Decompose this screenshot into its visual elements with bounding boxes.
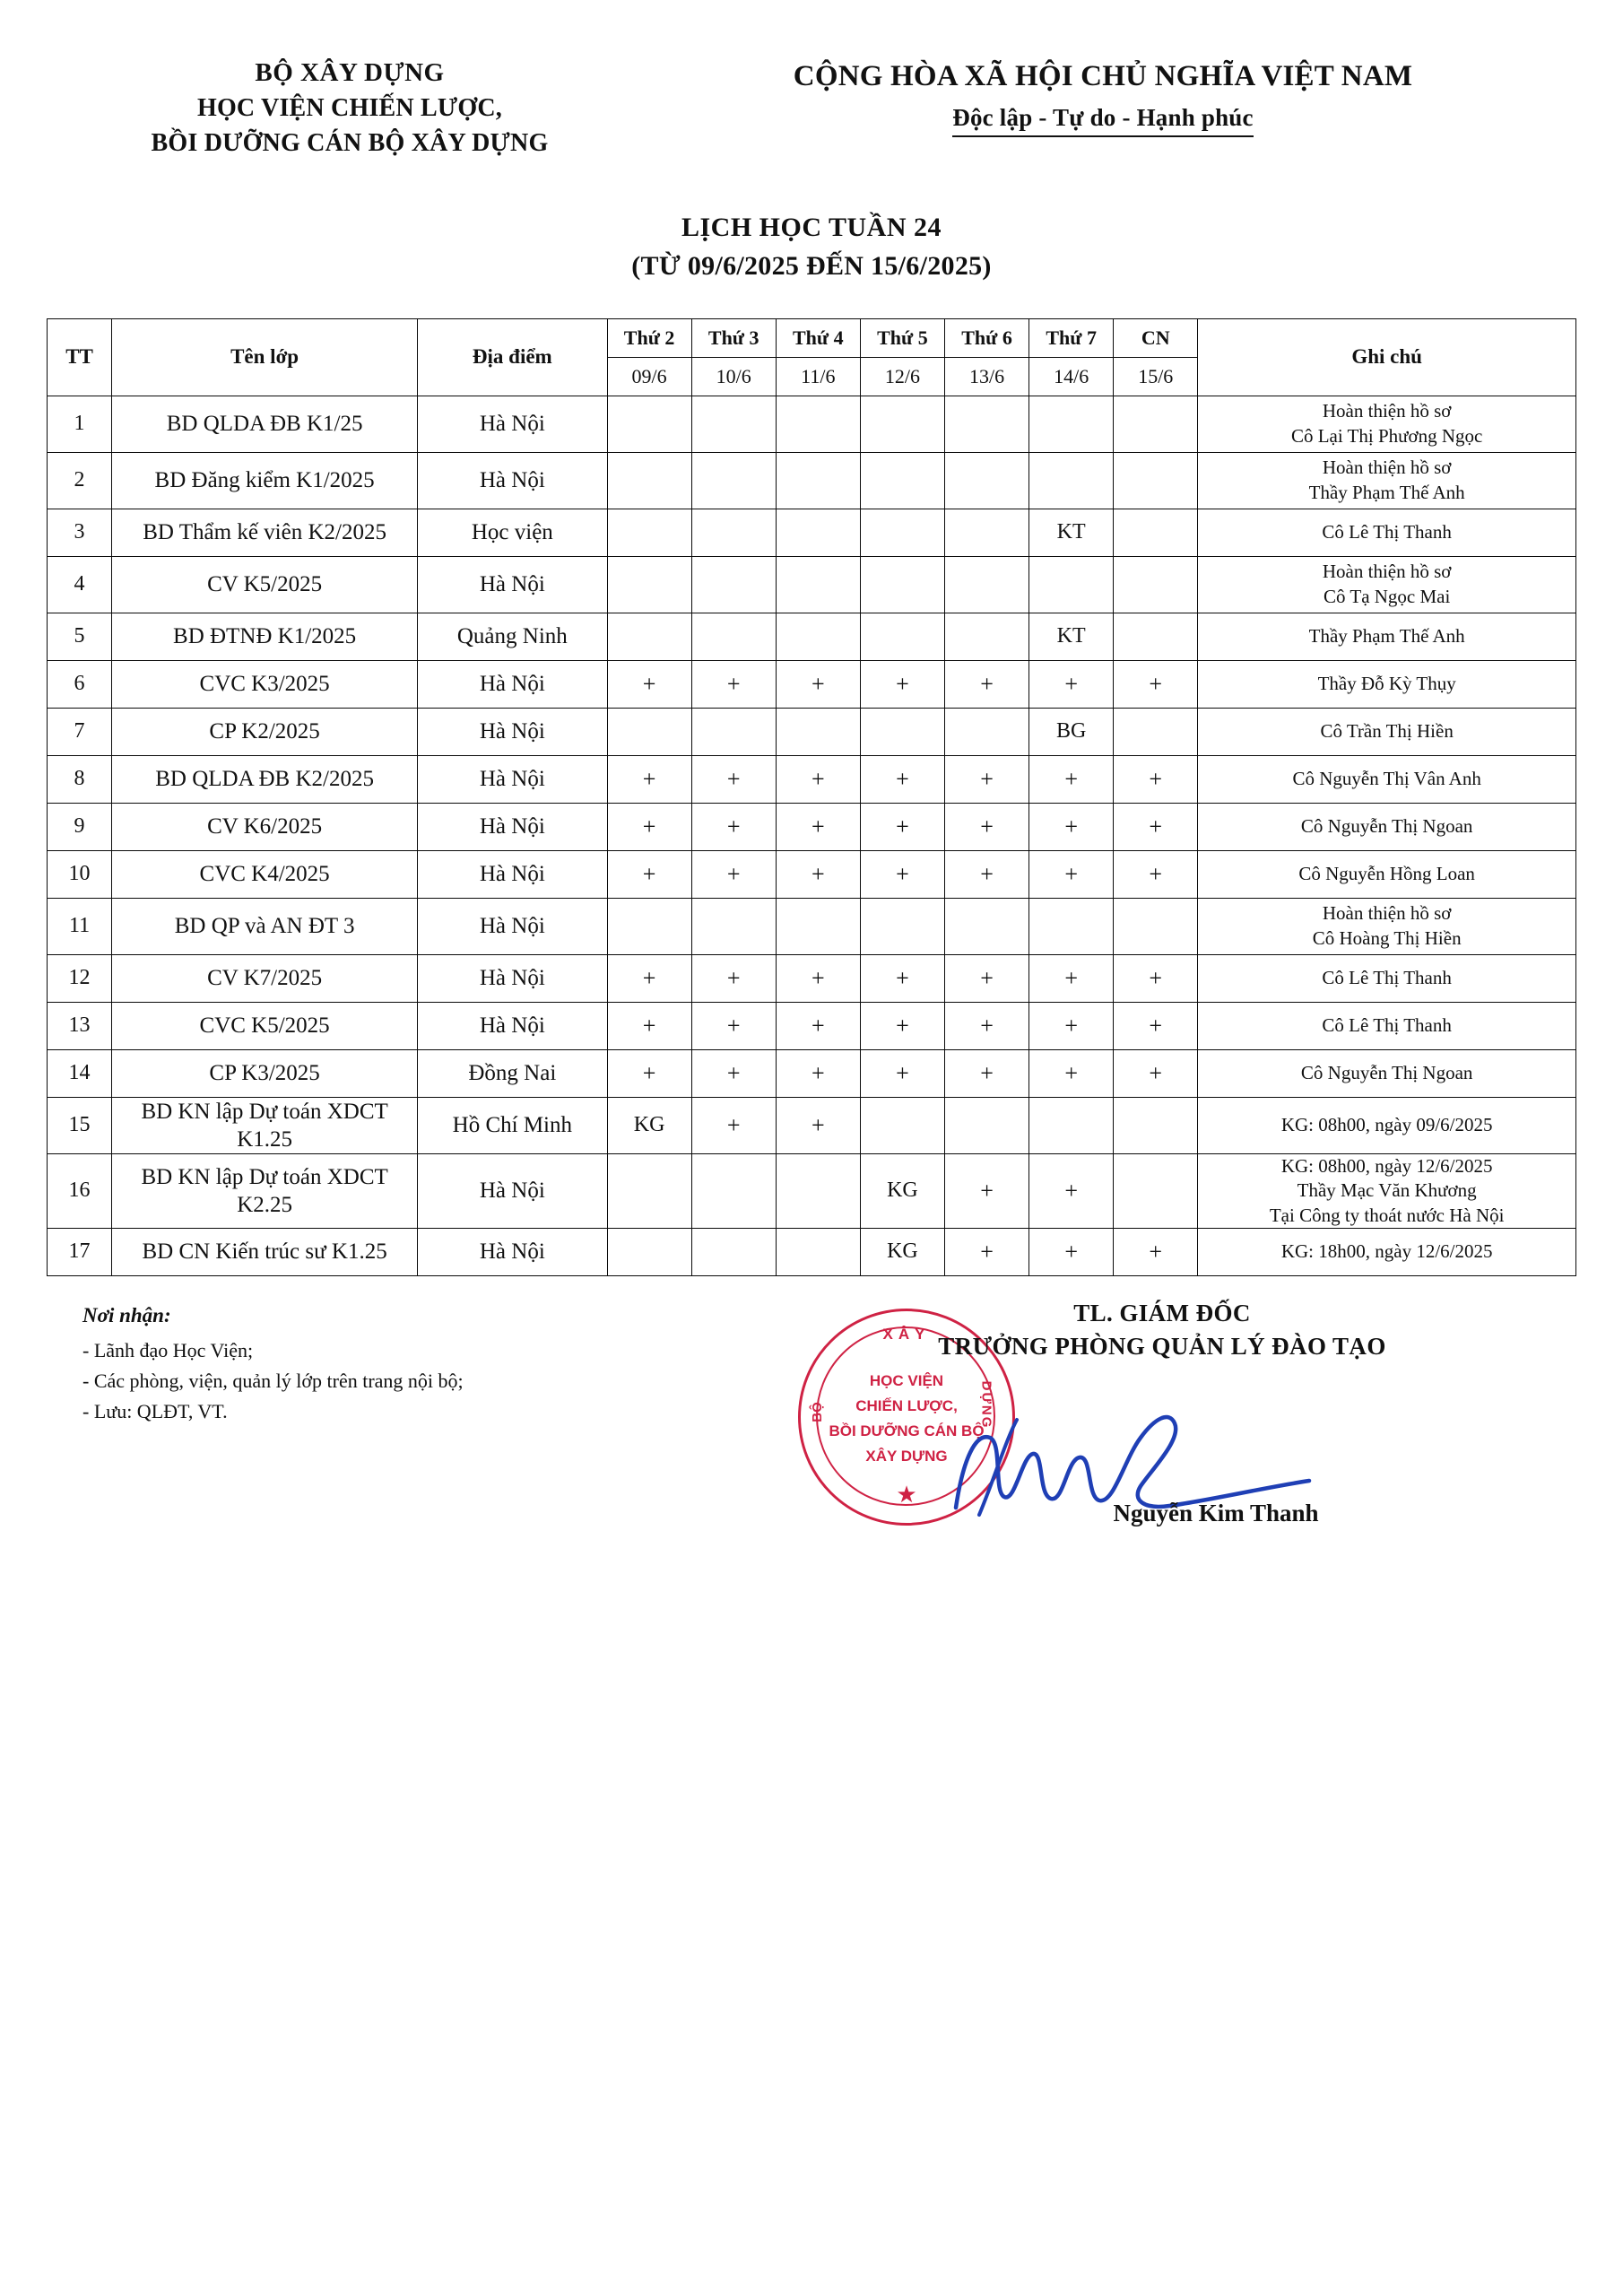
cell-day-mark: + — [607, 954, 691, 1002]
table-row[interactable] — [48, 1228, 1576, 1275]
cell-day-mark — [1114, 509, 1198, 556]
col-header-note: Ghi chú — [1198, 318, 1576, 396]
cell-note — [1198, 708, 1576, 755]
cell-day-mark — [860, 396, 944, 452]
cell-day-mark: + — [691, 1002, 776, 1049]
cell-note — [1198, 509, 1576, 556]
cell-day-mark — [1114, 396, 1198, 452]
col-header-day-3: Thứ 5 — [860, 318, 944, 357]
cell-tt: 11 — [48, 898, 112, 954]
cell-location: Hà Nội — [418, 898, 607, 954]
cell-day-mark — [1114, 452, 1198, 509]
cell-note — [1198, 1049, 1576, 1097]
table-row[interactable] — [48, 1002, 1576, 1049]
cell-note — [1198, 1228, 1576, 1275]
note-line: Hoàn thiện hồ sơ — [1322, 561, 1452, 583]
cell-day-mark — [691, 556, 776, 613]
table-row[interactable] — [48, 660, 1576, 708]
col-header-day-5: Thứ 7 — [1029, 318, 1114, 357]
col-header-day-2: Thứ 4 — [776, 318, 860, 357]
cell-location: Hà Nội — [418, 556, 607, 613]
cell-day-mark — [944, 556, 1028, 613]
cell-day-mark — [607, 1154, 691, 1229]
cell-day-mark — [860, 556, 944, 613]
cell-day-mark: + — [607, 850, 691, 898]
cell-day-mark: BG — [1029, 708, 1114, 755]
cell-day-mark: + — [1029, 1154, 1114, 1229]
cell-location: Đồng Nai — [418, 1049, 607, 1097]
cell-day-mark — [691, 708, 776, 755]
cell-day-mark: + — [944, 1228, 1028, 1275]
cell-day-mark — [607, 708, 691, 755]
cell-location: Hồ Chí Minh — [418, 1097, 607, 1154]
cell-day-mark — [1029, 556, 1114, 613]
table-row[interactable] — [48, 1049, 1576, 1097]
cell-day-mark: + — [1114, 1002, 1198, 1049]
schedule-table — [47, 318, 1576, 1276]
cell-location: Hà Nội — [418, 850, 607, 898]
table-head — [48, 318, 1576, 396]
cell-day-mark: + — [944, 850, 1028, 898]
cell-day-mark: + — [944, 954, 1028, 1002]
col-header-day-4: Thứ 6 — [944, 318, 1028, 357]
cell-day-mark — [607, 898, 691, 954]
cell-location: Hà Nội — [418, 803, 607, 850]
cell-day-mark: + — [1029, 755, 1114, 803]
cell-day-mark — [691, 396, 776, 452]
cell-day-mark — [860, 613, 944, 660]
cell-day-mark — [860, 509, 944, 556]
cell-day-mark — [776, 613, 860, 660]
table-row[interactable] — [48, 452, 1576, 509]
cell-day-mark: + — [607, 755, 691, 803]
cell-day-mark — [776, 708, 860, 755]
cell-day-mark — [691, 509, 776, 556]
cell-day-mark — [691, 898, 776, 954]
note-line: Hoàn thiện hồ sơ — [1322, 400, 1452, 422]
cell-day-mark: + — [776, 954, 860, 1002]
cell-class-name: BD QLDA ĐB K1/25 — [112, 396, 418, 452]
cell-day-mark: + — [944, 1002, 1028, 1049]
cell-day-mark — [944, 708, 1028, 755]
cell-day-mark: + — [776, 1097, 860, 1154]
cell-class-name: BD Đăng kiểm K1/2025 — [112, 452, 418, 509]
cell-tt: 13 — [48, 1002, 112, 1049]
signature-block — [764, 1300, 1623, 1527]
cell-day-mark: KT — [1029, 613, 1114, 660]
cell-day-mark: + — [944, 1049, 1028, 1097]
cell-note — [1198, 850, 1576, 898]
cell-day-mark — [944, 898, 1028, 954]
cell-note — [1198, 898, 1576, 954]
cell-day-mark — [944, 1097, 1028, 1154]
cell-tt: 15 — [48, 1097, 112, 1154]
note-line: Cô Nguyễn Hồng Loan — [1298, 862, 1475, 884]
cell-day-mark: + — [691, 850, 776, 898]
cell-tt: 16 — [48, 1154, 112, 1229]
note-line: Cô Lê Thị Thanh — [1322, 966, 1452, 988]
cell-location: Hà Nội — [418, 708, 607, 755]
cell-day-mark: + — [776, 850, 860, 898]
cell-tt: 2 — [48, 452, 112, 509]
cell-day-mark: + — [607, 1049, 691, 1097]
table-row[interactable] — [48, 556, 1576, 613]
cell-class-name: BD Thẩm kế viên K2/2025 — [112, 509, 418, 556]
cell-day-mark: + — [944, 1154, 1028, 1229]
col-header-date-1: 10/6 — [691, 357, 776, 396]
title-block — [0, 208, 1623, 286]
col-header-date-0: 09/6 — [607, 357, 691, 396]
cell-day-mark: + — [691, 954, 776, 1002]
col-header-date-2: 11/6 — [776, 357, 860, 396]
signer-role-line2: TRƯỞNG PHÒNG QUẢN LÝ ĐÀO TẠO — [938, 1332, 1386, 1360]
cell-day-mark — [776, 556, 860, 613]
seal-right-text: DỰNG — [978, 1380, 994, 1430]
ministry-name: BỘ XÂY DỰNG — [255, 58, 445, 87]
cell-day-mark — [776, 509, 860, 556]
seal-arc-top-text: XÂY — [882, 1325, 931, 1343]
cell-day-mark: + — [1029, 1228, 1114, 1275]
cell-class-name: CVC K3/2025 — [112, 660, 418, 708]
table-row[interactable] — [48, 898, 1576, 954]
recipients-title: Nơi nhận: — [82, 1303, 171, 1326]
cell-day-mark: + — [944, 803, 1028, 850]
cell-day-mark: + — [860, 1049, 944, 1097]
cell-tt: 17 — [48, 1228, 112, 1275]
cell-day-mark — [1114, 613, 1198, 660]
recipient-item-2: - Lưu: QLĐT, VT. — [82, 1399, 228, 1422]
col-header-class-name: Tên lớp — [112, 318, 418, 396]
cell-day-mark — [1114, 708, 1198, 755]
cell-day-mark: + — [1029, 660, 1114, 708]
table-row[interactable] — [48, 1154, 1576, 1229]
cell-day-mark — [607, 396, 691, 452]
seal-center-line-1: HỌC VIỆN — [869, 1371, 944, 1389]
note-line: Cô Nguyễn Thị Ngoan — [1300, 1061, 1473, 1083]
note-line: KG: 08h00, ngày 09/6/2025 — [1280, 1114, 1493, 1136]
cell-day-mark — [1029, 396, 1114, 452]
note-line: Thầy Mạc Văn Khương — [1297, 1179, 1477, 1202]
table-row[interactable] — [48, 755, 1576, 803]
cell-day-mark — [860, 452, 944, 509]
cell-day-mark — [776, 452, 860, 509]
cell-day-mark — [776, 396, 860, 452]
cell-day-mark: + — [776, 803, 860, 850]
cell-note — [1198, 954, 1576, 1002]
cell-day-mark — [860, 708, 944, 755]
cell-day-mark — [691, 1154, 776, 1229]
academy-name-line1: HỌC VIỆN CHIẾN LƯỢC, — [196, 94, 503, 123]
cell-day-mark — [860, 1097, 944, 1154]
cell-location: Hà Nội — [418, 396, 607, 452]
note-line: Thầy Phạm Thế Anh — [1308, 481, 1465, 503]
cell-day-mark — [607, 509, 691, 556]
col-header-date-6: 15/6 — [1114, 357, 1198, 396]
col-header-tt: TT — [48, 318, 112, 396]
page-subtitle: (TỪ 09/6/2025 ĐẾN 15/6/2025) — [631, 251, 992, 282]
col-header-location: Địa điểm — [418, 318, 607, 396]
recipient-item-1: - Các phòng, viện, quản lý lớp trên trang nội bộ; — [82, 1369, 464, 1392]
cell-day-mark — [607, 613, 691, 660]
cell-day-mark: + — [776, 660, 860, 708]
cell-note — [1198, 803, 1576, 850]
cell-tt: 3 — [48, 509, 112, 556]
cell-day-mark: + — [776, 755, 860, 803]
col-header-day-0: Thứ 2 — [607, 318, 691, 357]
seal-left-text: BỘ — [809, 1402, 825, 1422]
cell-note — [1198, 396, 1576, 452]
cell-day-mark — [691, 1228, 776, 1275]
col-header-date-4: 13/6 — [944, 357, 1028, 396]
cell-day-mark: + — [1114, 1049, 1198, 1097]
table-row[interactable] — [48, 613, 1576, 660]
cell-day-mark: + — [776, 1049, 860, 1097]
signer-role-line1: TL. GIÁM ĐỐC — [1073, 1299, 1251, 1326]
cell-class-name: BD ĐTNĐ K1/2025 — [112, 613, 418, 660]
note-line: Thầy Phạm Thế Anh — [1308, 624, 1465, 647]
cell-class-name: BD KN lập Dự toán XDCT K2.25 — [112, 1154, 418, 1229]
col-header-day-6: CN — [1114, 318, 1198, 357]
page-title: LỊCH HỌC TUẦN 24 — [681, 212, 942, 242]
cell-day-mark: + — [607, 1002, 691, 1049]
cell-day-mark: + — [1029, 1002, 1114, 1049]
cell-day-mark: + — [860, 1002, 944, 1049]
cell-day-mark: KG — [860, 1154, 944, 1229]
cell-day-mark — [691, 452, 776, 509]
cell-day-mark — [1114, 1097, 1198, 1154]
seal-star-icon: ★ — [896, 1481, 917, 1508]
issuing-organization — [0, 56, 664, 161]
cell-day-mark — [944, 613, 1028, 660]
recipients-block — [0, 1300, 764, 1427]
cell-class-name: CVC K4/2025 — [112, 850, 418, 898]
cell-day-mark: KG — [607, 1097, 691, 1154]
document-header — [0, 0, 1623, 161]
cell-location: Học viện — [418, 509, 607, 556]
cell-day-mark — [776, 1154, 860, 1229]
note-line: Cô Tạ Ngọc Mai — [1323, 585, 1451, 607]
cell-class-name: BD QLDA ĐB K2/2025 — [112, 755, 418, 803]
cell-note — [1198, 1002, 1576, 1049]
table-row[interactable] — [48, 1097, 1576, 1154]
cell-tt: 10 — [48, 850, 112, 898]
cell-day-mark: + — [607, 660, 691, 708]
cell-day-mark: + — [776, 1002, 860, 1049]
cell-day-mark: + — [860, 954, 944, 1002]
cell-class-name: BD KN lập Dự toán XDCT K1.25 — [112, 1097, 418, 1154]
cell-location: Hà Nội — [418, 660, 607, 708]
cell-day-mark — [607, 452, 691, 509]
note-line: Tại Công ty thoát nước Hà Nội — [1269, 1204, 1505, 1226]
cell-class-name: CV K7/2025 — [112, 954, 418, 1002]
cell-day-mark: + — [1029, 803, 1114, 850]
cell-day-mark: + — [944, 755, 1028, 803]
cell-class-name: CV K5/2025 — [112, 556, 418, 613]
cell-day-mark — [944, 509, 1028, 556]
col-header-date-3: 12/6 — [860, 357, 944, 396]
seal-center-line-2: CHIẾN LƯỢC, — [855, 1396, 958, 1414]
cell-day-mark — [1029, 1097, 1114, 1154]
cell-day-mark — [691, 613, 776, 660]
note-line: Cô Lại Thị Phương Ngọc — [1290, 424, 1483, 447]
cell-tt: 9 — [48, 803, 112, 850]
cell-day-mark — [776, 898, 860, 954]
table-row[interactable] — [48, 396, 1576, 452]
cell-note — [1198, 1097, 1576, 1154]
cell-note — [1198, 613, 1576, 660]
cell-location: Hà Nội — [418, 1228, 607, 1275]
note-line: Cô Trần Thị Hiền — [1320, 719, 1454, 742]
document-footer — [0, 1300, 1623, 1527]
cell-day-mark: + — [944, 660, 1028, 708]
note-line: Cô Hoàng Thị Hiền — [1312, 926, 1462, 949]
col-header-date-5: 14/6 — [1029, 357, 1114, 396]
cell-class-name: BD CN Kiến trúc sư K1.25 — [112, 1228, 418, 1275]
cell-tt: 14 — [48, 1049, 112, 1097]
table-header-row-1 — [48, 318, 1576, 357]
cell-day-mark: + — [691, 660, 776, 708]
signer-name: Nguyễn Kim Thanh — [1113, 1499, 1319, 1526]
cell-note — [1198, 755, 1576, 803]
cell-note — [1198, 452, 1576, 509]
cell-tt: 4 — [48, 556, 112, 613]
cell-day-mark: + — [1114, 954, 1198, 1002]
cell-class-name: CVC K5/2025 — [112, 1002, 418, 1049]
cell-day-mark: + — [1114, 660, 1198, 708]
cell-day-mark: + — [1029, 1049, 1114, 1097]
cell-location: Hà Nội — [418, 755, 607, 803]
cell-day-mark: + — [860, 850, 944, 898]
recipient-item-0: - Lãnh đạo Học Viện; — [82, 1338, 254, 1361]
note-line: Hoàn thiện hồ sơ — [1322, 457, 1452, 479]
cell-day-mark: + — [1114, 850, 1198, 898]
cell-note — [1198, 556, 1576, 613]
note-line: KG: 18h00, ngày 12/6/2025 — [1280, 1240, 1493, 1263]
cell-day-mark — [1114, 898, 1198, 954]
academy-name-line2: BỒI DƯỠNG CÁN BỘ XÂY DỰNG — [151, 129, 549, 158]
cell-day-mark: KT — [1029, 509, 1114, 556]
cell-location: Hà Nội — [418, 1002, 607, 1049]
cell-location: Hà Nội — [418, 452, 607, 509]
cell-day-mark: + — [691, 1049, 776, 1097]
note-line: Thầy Đỗ Kỳ Thụy — [1317, 672, 1456, 694]
cell-tt: 1 — [48, 396, 112, 452]
table-row[interactable] — [48, 708, 1576, 755]
cell-day-mark: + — [860, 660, 944, 708]
note-line: Hoàn thiện hồ sơ — [1322, 902, 1452, 925]
cell-class-name: CP K3/2025 — [112, 1049, 418, 1097]
note-line: Cô Lê Thị Thanh — [1322, 520, 1452, 543]
cell-tt: 8 — [48, 755, 112, 803]
seal-center-text — [820, 1369, 993, 1469]
note-line: Cô Lê Thị Thanh — [1322, 1013, 1452, 1036]
table-body — [48, 396, 1576, 1275]
cell-tt: 12 — [48, 954, 112, 1002]
cell-day-mark: KG — [860, 1228, 944, 1275]
cell-day-mark: + — [691, 803, 776, 850]
cell-day-mark — [1029, 452, 1114, 509]
table-row[interactable] — [48, 509, 1576, 556]
cell-day-mark: + — [1114, 1228, 1198, 1275]
national-motto: Độc lập - Tự do - Hạnh phúc — [952, 104, 1253, 137]
country-name: CỘNG HÒA XÃ HỘI CHỦ NGHĨA VIỆT NAM — [793, 60, 1413, 92]
cell-location: Quảng Ninh — [418, 613, 607, 660]
table-row[interactable] — [48, 954, 1576, 1002]
cell-day-mark: + — [691, 1097, 776, 1154]
cell-tt: 6 — [48, 660, 112, 708]
cell-day-mark: + — [860, 755, 944, 803]
cell-day-mark — [607, 556, 691, 613]
cell-day-mark: + — [1114, 755, 1198, 803]
cell-day-mark — [1029, 898, 1114, 954]
table-row[interactable] — [48, 850, 1576, 898]
cell-class-name: CP K2/2025 — [112, 708, 418, 755]
cell-day-mark: + — [607, 803, 691, 850]
cell-day-mark: + — [1114, 803, 1198, 850]
cell-class-name: BD QP và AN ĐT 3 — [112, 898, 418, 954]
cell-tt: 7 — [48, 708, 112, 755]
cell-tt: 5 — [48, 613, 112, 660]
cell-day-mark — [1114, 1154, 1198, 1229]
table-row[interactable] — [48, 803, 1576, 850]
cell-note — [1198, 660, 1576, 708]
note-line: KG: 08h00, ngày 12/6/2025 — [1280, 1155, 1493, 1178]
cell-day-mark: + — [1029, 954, 1114, 1002]
cell-day-mark — [776, 1228, 860, 1275]
cell-day-mark — [944, 396, 1028, 452]
cell-day-mark: + — [860, 803, 944, 850]
cell-location: Hà Nội — [418, 954, 607, 1002]
col-header-day-1: Thứ 3 — [691, 318, 776, 357]
national-heading — [664, 56, 1623, 137]
cell-location: Hà Nội — [418, 1154, 607, 1229]
cell-class-name: CV K6/2025 — [112, 803, 418, 850]
cell-day-mark — [607, 1228, 691, 1275]
seal-center-line-4: XÂY DỰNG — [865, 1448, 948, 1465]
schedule-table-wrapper — [47, 318, 1576, 1276]
cell-day-mark — [860, 898, 944, 954]
note-line: Cô Nguyễn Thị Vân Anh — [1292, 767, 1481, 789]
seal-center-line-3: BỒI DƯỠNG CÁN BỘ — [829, 1422, 985, 1439]
cell-day-mark: + — [1029, 850, 1114, 898]
cell-note — [1198, 1154, 1576, 1229]
cell-day-mark: + — [691, 755, 776, 803]
cell-day-mark — [944, 452, 1028, 509]
cell-day-mark — [1114, 556, 1198, 613]
note-line: Cô Nguyễn Thị Ngoan — [1300, 814, 1473, 837]
